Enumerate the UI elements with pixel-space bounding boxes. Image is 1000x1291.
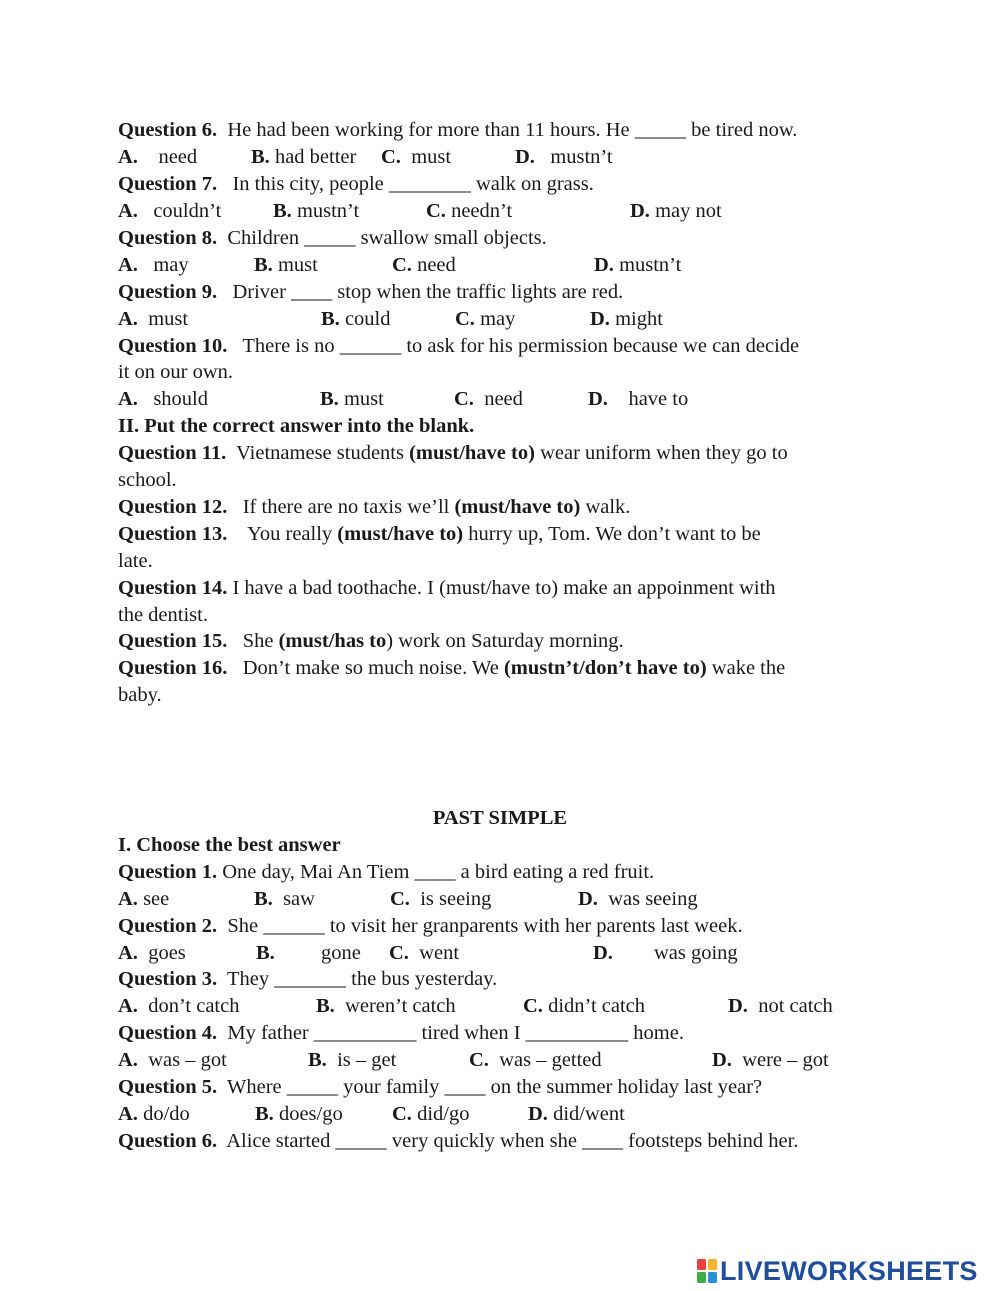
option-c[interactable]: C. need <box>392 254 456 276</box>
option-b[interactable]: B. mustn’t <box>273 200 360 222</box>
question-16-cont: baby. <box>118 684 162 706</box>
option-b[interactable]: B. gone <box>256 942 361 964</box>
option-d[interactable]: D. was going <box>593 942 738 964</box>
question-14-cont: the dentist. <box>118 604 208 626</box>
question-13-cont: late. <box>118 550 153 572</box>
ps-question-6: Question 6. Alice started _____ very quickly when she ____ footsteps behind her. <box>118 1130 799 1152</box>
option-c[interactable]: C. need <box>454 388 523 410</box>
option-d[interactable]: D. not catch <box>728 995 833 1017</box>
liveworksheets-logo-icon <box>697 1259 717 1283</box>
liveworksheets-logo[interactable] <box>697 1257 978 1285</box>
option-a[interactable]: A. must <box>118 308 189 330</box>
ps-question-3: Question 3. They _______ the bus yesterday. <box>118 968 498 990</box>
logo-text: LIVEWORKSHEETS <box>720 1255 978 1286</box>
option-c[interactable]: C. must <box>381 146 452 168</box>
option-a[interactable]: A. couldn’t <box>118 200 222 222</box>
question-6: Question 6. He had been working for more than 11 hours. He _____ be tired now. <box>118 119 798 141</box>
option-d[interactable]: D. mustn’t <box>594 254 682 276</box>
question-10: Question 10. There is no ______ to ask for his permission because we can decide <box>118 335 800 357</box>
option-a[interactable]: A. should <box>118 388 208 410</box>
question-14: Question 14. I have a bad toothache. I (must/have to) make an appoinment with <box>118 577 776 599</box>
option-d[interactable]: D. have to <box>588 388 689 410</box>
option-a[interactable]: A. don’t catch <box>118 995 240 1017</box>
option-d[interactable]: D. was seeing <box>578 888 698 910</box>
option-d[interactable]: D. did/went <box>528 1103 625 1125</box>
question-12: Question 12. If there are no taxis we’ll (must/have to) walk. <box>118 496 631 518</box>
option-a[interactable]: A. see <box>118 888 170 910</box>
question-11: Question 11. Vietnamese students (must/have to) wear uniform when they go to <box>118 442 788 464</box>
question-11-cont: school. <box>118 469 177 491</box>
option-b[interactable]: B. had better <box>251 146 357 168</box>
question-16: Question 16. Don’t make so much noise. We (mustn’t/don’t have to) wake the <box>118 657 786 679</box>
option-a[interactable]: A. may <box>118 254 189 276</box>
option-d[interactable]: D. were – got <box>712 1049 829 1071</box>
option-c[interactable]: C. needn’t <box>426 200 513 222</box>
section-title: PAST SIMPLE <box>432 807 568 829</box>
option-c[interactable]: C. was – getted <box>469 1049 602 1071</box>
question-10-cont: it on our own. <box>118 361 234 383</box>
option-d[interactable]: D. mustn’t <box>515 146 613 168</box>
question-13: Question 13. You really (must/have to) hurry up, Tom. We don’t want to be <box>118 523 761 545</box>
ps-question-4: Question 4. My father __________ tired when I __________ home. <box>118 1022 684 1044</box>
option-b[interactable]: B. does/go <box>255 1103 343 1125</box>
option-b[interactable]: B. must <box>320 388 384 410</box>
option-a[interactable]: A. need <box>118 146 198 168</box>
ps-question-5: Question 5. Where _____ your family ____ on the summer holiday last year? <box>118 1076 763 1098</box>
ps-question-2: Question 2. She ______ to visit her granparents with her parents last week. <box>118 915 743 937</box>
option-b[interactable]: B. weren’t catch <box>316 995 456 1017</box>
option-c[interactable]: C. may <box>455 308 516 330</box>
option-c[interactable]: C. did/go <box>392 1103 470 1125</box>
option-c[interactable]: C. is seeing <box>390 888 492 910</box>
option-d[interactable]: D. may not <box>630 200 722 222</box>
option-b[interactable]: B. could <box>321 308 391 330</box>
option-a[interactable]: A. was – got <box>118 1049 227 1071</box>
option-a[interactable]: A. goes <box>118 942 186 964</box>
section-2-heading: II. Put the correct answer into the blank. <box>118 415 475 437</box>
option-c[interactable]: C. went <box>389 942 460 964</box>
ps-question-1: Question 1. One day, Mai An Tiem ____ a bird eating a red fruit. <box>118 861 655 883</box>
question-7: Question 7. In this city, people ________ walk on grass. <box>118 173 594 195</box>
option-d[interactable]: D. might <box>590 308 663 330</box>
question-9: Question 9. Driver ____ stop when the traffic lights are red. <box>118 281 624 303</box>
option-a[interactable]: A. do/do <box>118 1103 190 1125</box>
option-b[interactable]: B. must <box>254 254 318 276</box>
option-b[interactable]: B. is – get <box>308 1049 397 1071</box>
question-8: Question 8. Children _____ swallow small objects. <box>118 227 547 249</box>
question-15: Question 15. She (must/has to) work on Saturday morning. <box>118 630 624 652</box>
option-b[interactable]: B. saw <box>254 888 315 910</box>
option-c[interactable]: C. didn’t catch <box>523 995 646 1017</box>
section-1-heading: I. Choose the best answer <box>118 834 341 856</box>
